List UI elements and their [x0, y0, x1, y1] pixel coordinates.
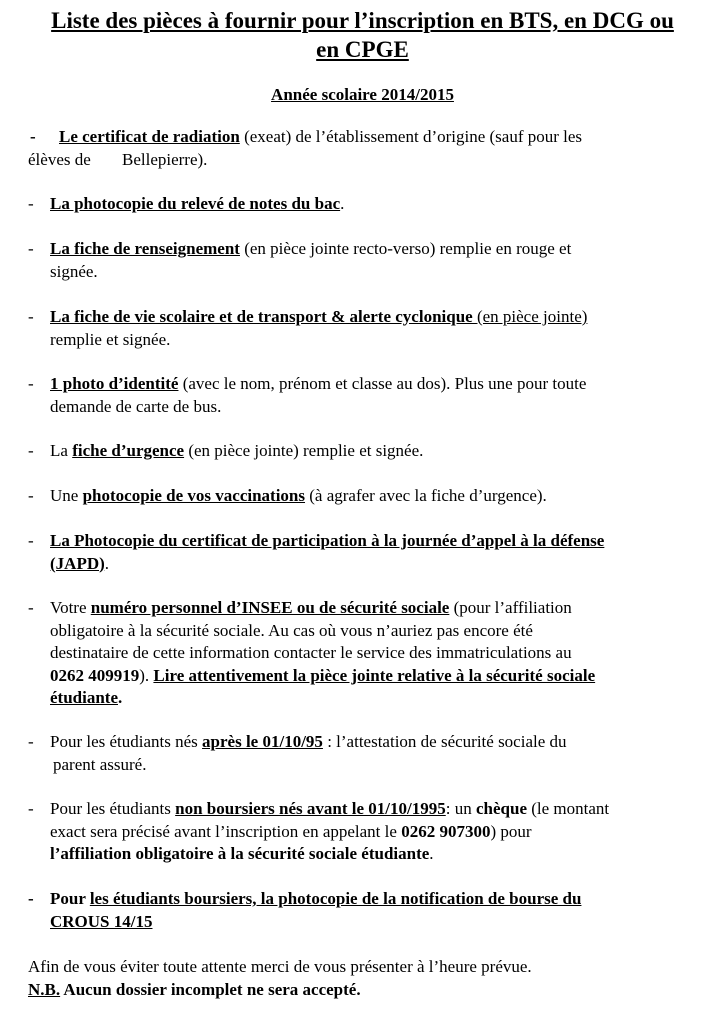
item-text: . [104, 553, 110, 573]
item-text: : l’attestation de sécurité sociale du [322, 732, 567, 751]
item-line-2: obligatoire à la sécurité sociale. Au cas où vous n’auriez pas encore été [50, 620, 533, 640]
item-text: (exeat) de l’établissement d’origine (sauf pour les [239, 127, 583, 146]
item-text: (en pièce jointe) remplie et signée. [184, 441, 424, 460]
bullet-dash: - [28, 307, 34, 326]
item-text-block [50, 731, 700, 776]
item-line-1 [50, 731, 700, 754]
item-bold-text: (JAPD) [50, 553, 105, 573]
item-text: La [50, 441, 73, 460]
item-line-1 [50, 597, 700, 620]
item-line-2: parent assuré. [53, 754, 147, 774]
item-line-1: La Photocopie du certificat de participation à la journée d’appel à la défense [50, 531, 605, 550]
item-bold-text: Le certificat de radiation [59, 127, 240, 146]
phone-number: 0262 907300 [401, 821, 491, 841]
item-bold-text: chèque [475, 799, 527, 818]
item-line-2a: élèves de [28, 150, 91, 169]
bullet-dash: - [28, 598, 34, 617]
item-text: (pour l’affiliation [449, 598, 572, 617]
bullet-dash: - [28, 441, 34, 460]
item-text: (le montant [526, 799, 610, 818]
item-text: (en pièce jointe recto-verso) remplie en rouge et [239, 239, 572, 258]
item-text: . [429, 844, 434, 863]
item-line-2b: Bellepierre). [122, 150, 208, 169]
item-text: . [118, 688, 123, 707]
item-text-block [50, 306, 700, 351]
item-text: . [340, 194, 345, 213]
title-line-2: en CPGE [316, 37, 409, 62]
bullet-dash: - [28, 194, 34, 213]
item-text: Votre [50, 598, 91, 617]
item-bold-text: les étudiants boursiers, la photocopie de la notification de bourse du [89, 889, 582, 908]
bullet-dash: - [28, 239, 34, 258]
nb-label: N.B. [28, 980, 61, 999]
item-line-1 [50, 373, 700, 396]
bullet-dash: - [30, 127, 36, 146]
item-bold-text: La fiche de vie scolaire et de transport & alerte cyclonique [50, 307, 477, 326]
item-line-2: CROUS 14/15 [50, 911, 153, 931]
item-line-1 [59, 126, 582, 149]
item-text: ) pour [490, 821, 532, 841]
school-year: Année scolaire 2014/2015 [271, 85, 454, 104]
item-line-2 [50, 821, 700, 844]
phone-number: 0262 409919 [50, 665, 140, 685]
item-text-block [50, 888, 700, 933]
item-line-1 [50, 238, 700, 261]
item-text: (en pièce jointe) [476, 307, 588, 326]
item-text-block [50, 798, 700, 866]
item-bold-text: non boursiers nés avant le 01/10/1995 [175, 799, 446, 818]
item-bold-text: 1 photo d’identité [50, 374, 179, 393]
item-text-block [50, 485, 700, 508]
item-bold-text: La photocopie du relevé de notes du bac [50, 194, 341, 213]
item-bold-text: La fiche de renseignement [50, 239, 240, 258]
item-line-3 [50, 843, 700, 866]
item-line-1 [50, 888, 700, 911]
item-bold-text: étudiante [50, 688, 118, 707]
item-line-2: remplie et signée. [50, 329, 171, 349]
item-bold-text: Pour [50, 889, 90, 908]
item-line-3: destinataire de cette information contacter le service des immatriculations au [50, 643, 572, 662]
item-text-block [50, 193, 700, 216]
title-line-1: Liste des pièces à fournir pour l’inscription en BTS, en DCG ou [51, 8, 674, 33]
item-line-1 [50, 798, 700, 821]
item-bold-text: fiche d’urgence [72, 441, 185, 460]
item-bold-text: l’affiliation obligatoire à la sécurité sociale étudiante [50, 844, 430, 863]
item-text-block [50, 597, 700, 710]
item-text: Pour les étudiants nés [50, 732, 203, 751]
item-line-4 [50, 665, 700, 688]
item-text-block [50, 440, 700, 463]
item-bold-text: photocopie de vos vaccinations [82, 486, 306, 505]
item-text-block [50, 238, 700, 283]
item-line-1 [50, 306, 700, 329]
item-bold-text: Lire attentivement la pièce jointe relative à la sécurité sociale [153, 665, 596, 685]
item-text: (avec le nom, prénom et classe au dos). Plus une pour toute [178, 374, 587, 393]
item-text: : un [445, 799, 476, 818]
footer-note: Afin de vous éviter toute attente merci de vous présenter à l’heure prévue. [28, 957, 532, 976]
item-line-5 [50, 687, 700, 710]
item-text: ). [139, 665, 154, 685]
footer-nb [28, 979, 361, 1002]
bullet-dash: - [28, 486, 34, 505]
item-line-2: signée. [50, 261, 98, 281]
bullet-dash: - [28, 374, 34, 393]
item-line-2 [50, 553, 700, 576]
bullet-dash: - [28, 531, 34, 550]
item-text-block [50, 530, 700, 575]
item-line-2: demande de carte de bus. [50, 396, 222, 416]
bullet-dash: - [28, 732, 34, 751]
item-text: Une [50, 486, 83, 505]
item-text: Pour les étudiants [50, 799, 176, 818]
item-text: exact sera précisé avant l’inscription en appelant le [50, 821, 402, 841]
bullet-dash: - [28, 799, 34, 818]
item-text: (à agrafer avec la fiche d’urgence). [305, 486, 547, 505]
nb-text: Aucun dossier incomplet ne sera accepté. [60, 980, 361, 999]
bullet-dash: - [28, 889, 34, 908]
item-bold-text: après le 01/10/95 [202, 732, 323, 751]
page-title [20, 6, 705, 64]
item-bold-text: numéro personnel d’INSEE ou de sécurité sociale [90, 598, 450, 617]
item-text-block [50, 373, 700, 418]
